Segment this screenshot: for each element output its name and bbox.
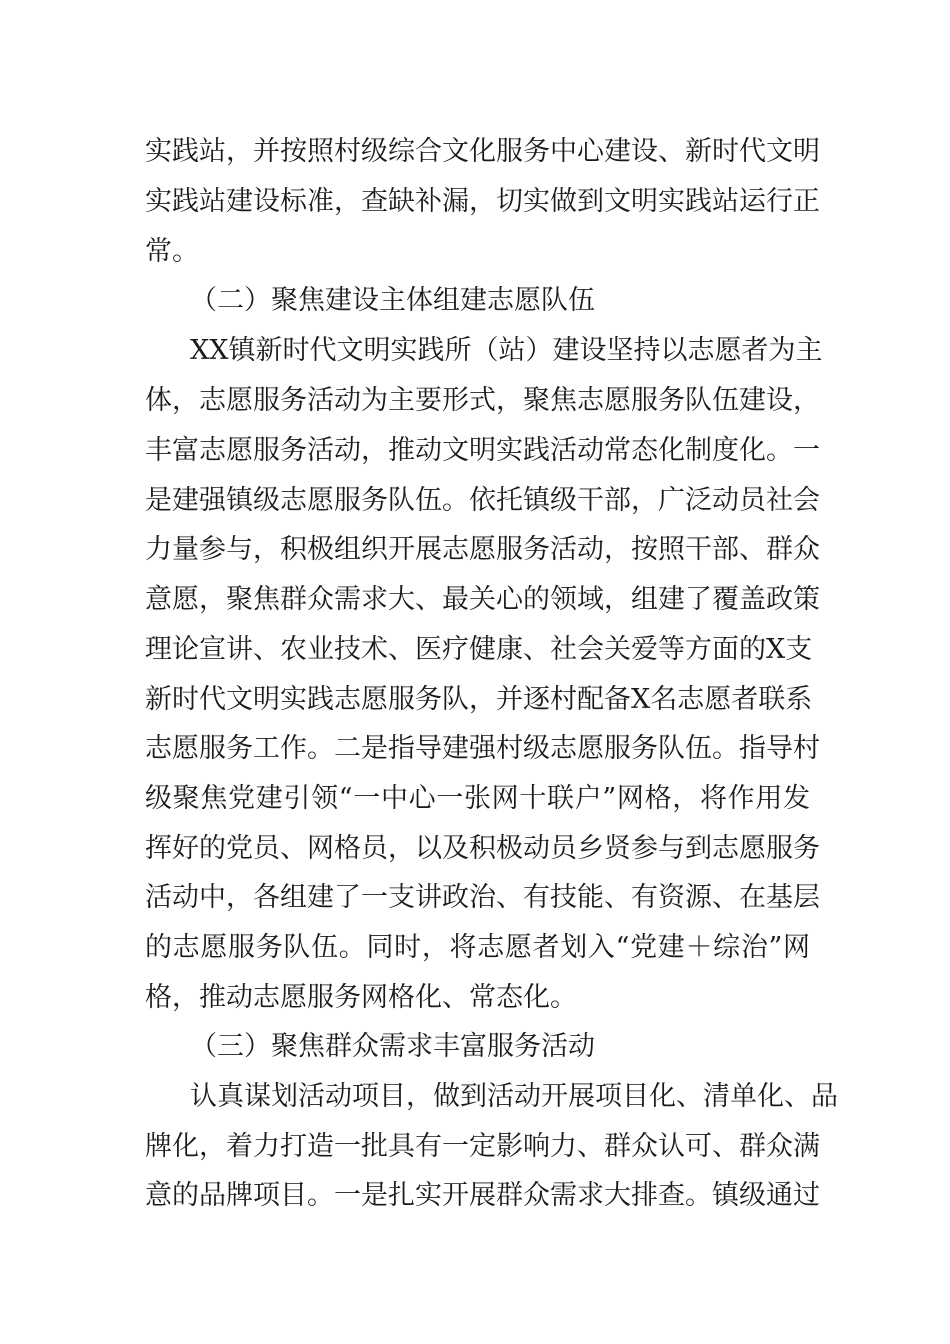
paragraph-line: 级聚焦党建引领“一中心一张网十联户”网格，将作用发 xyxy=(145,783,810,814)
paragraph-line: 实践站建设标准，查缺补漏，切实做到文明实践站运行正 xyxy=(145,186,820,217)
paragraph-line: 丰富志愿服务活动，推动文明实践活动常态化制度化。一 xyxy=(145,435,820,466)
paragraph-line: 实践站，并按照村级综合文化服务中心建设、新时代文明 xyxy=(145,136,820,167)
paragraph-line: 常。 xyxy=(145,236,199,267)
paragraph-line: 活动中，各组建了一支讲政治、有技能、有资源、在基层 xyxy=(145,882,820,913)
paragraph-line: 认真谋划活动项目，做到活动开展项目化、清单化、品 xyxy=(190,1081,838,1112)
paragraph-line: 体，志愿服务活动为主要形式，聚焦志愿服务队伍建设， xyxy=(145,385,820,416)
paragraph-line: 意愿，聚焦群众需求大、最关心的领域，组建了覆盖政策 xyxy=(145,584,820,615)
paragraph-line: 格，推动志愿服务网格化、常态化。 xyxy=(145,982,577,1013)
paragraph-line: 的志愿服务队伍。同时，将志愿者划入“党建＋综治”网 xyxy=(145,932,810,963)
paragraph-line: 理论宣讲、农业技术、医疗健康、社会关爱等方面的X支 xyxy=(145,634,813,665)
section-heading: （二）聚焦建设主体组建志愿队伍 xyxy=(190,285,595,316)
paragraph-line: 挥好的党员、网格员，以及积极动员乡贤参与到志愿服务 xyxy=(145,833,820,864)
paragraph-line: 牌化，着力打造一批具有一定影响力、群众认可、群众满 xyxy=(145,1131,820,1162)
section-heading: （三）聚焦群众需求丰富服务活动 xyxy=(190,1031,595,1062)
paragraph-line: 意的品牌项目。一是扎实开展群众需求大排查。镇级通过 xyxy=(145,1180,820,1211)
paragraph-line: 新时代文明实践志愿服务队，并逐村配备X名志愿者联系 xyxy=(145,684,813,715)
paragraph-line: 志愿服务工作。二是指导建强村级志愿服务队伍。指导村 xyxy=(145,733,820,764)
paragraph-line: 是建强镇级志愿服务队伍。依托镇级干部，广泛动员社会 xyxy=(145,485,820,516)
paragraph-line: XX镇新时代文明实践所（站）建设坚持以志愿者为主 xyxy=(190,335,823,366)
paragraph-line: 力量参与，积极组织开展志愿服务活动，按照干部、群众 xyxy=(145,534,820,565)
